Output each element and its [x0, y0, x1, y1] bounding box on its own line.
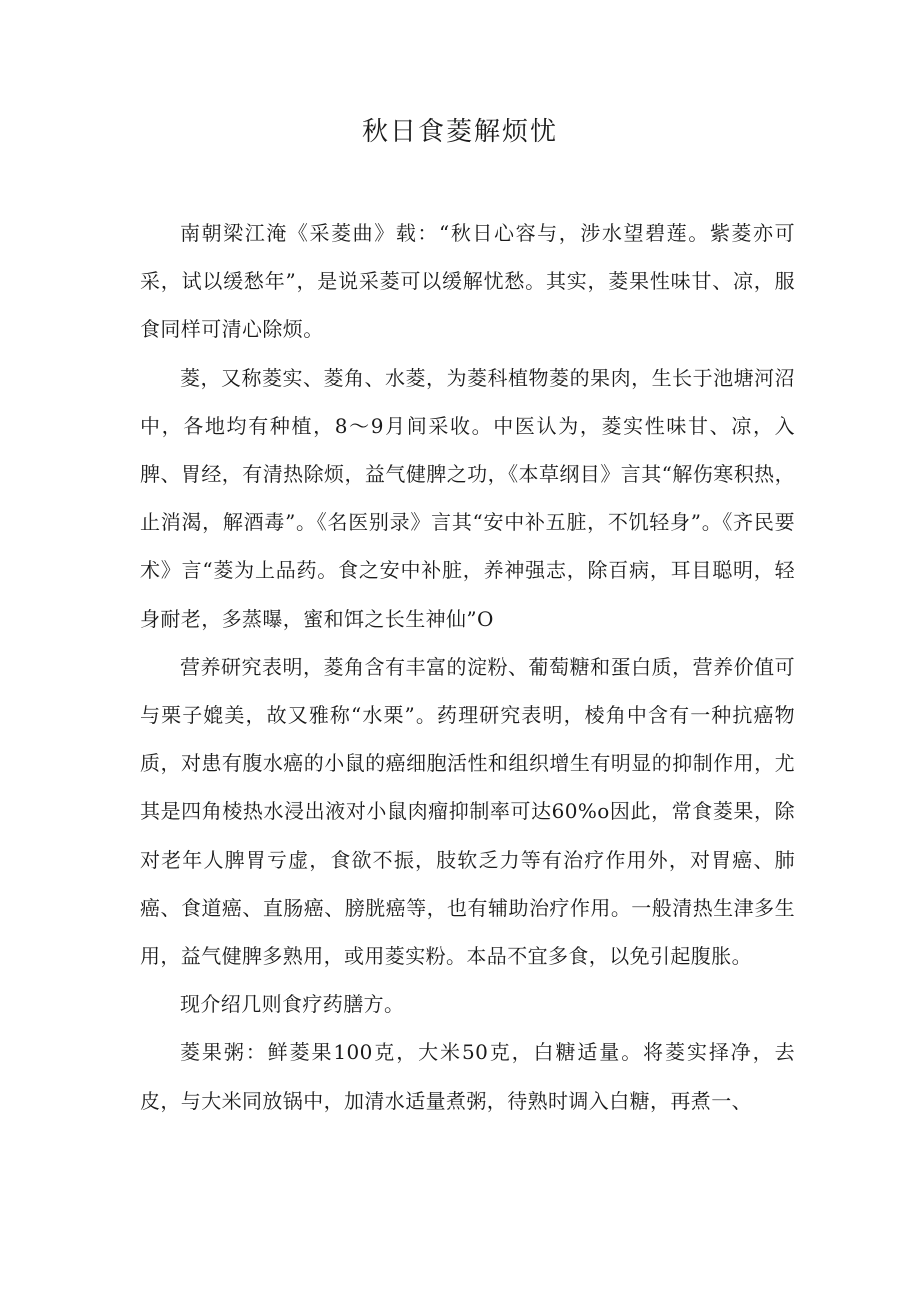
paragraph-nutrition: 营养研究表明，菱角含有丰富的淀粉、葡萄糖和蛋白质，营养价值可与栗子媲美，故又雅称“水栗”。药理研究表明，棱角中含有一种抗癌物质，对患有腹水癌的小鼠的癌细胞活性和组织增生有明显的抑制作用，尤其是四角棱热水浸出液对小鼠肉瘤抑制率可达60%o因此，常食菱果，除对老年人脾胃亏虚，食欲不振，肢软乏力等有治疗作用外，对胃癌、肺癌、食道癌、直肠癌、膀胱癌等，也有辅助治疗作用。一般清热生津多生用，益气健脾多熟用，或用菱实粉。本品不宜多食，以免引起腹胀。 [140, 654, 795, 969]
paragraph-recipe-porridge: 菱果粥：鲜菱果100克，大米50克，白糖适量。将菱实择净，去皮，与大米同放锅中，加清水适量煮粥，待熟时调入白糖，再煮一、 [140, 1040, 795, 1113]
paragraph-water-caltrop: 菱，又称菱实、菱角、水菱，为菱科植物菱的果肉，生长于池塘河沼中，各地均有种植，8〜9月间采收。中医认为，菱实性味甘、凉，入脾、胃经，有清热除烦，益气健脾之功，《本草纲目》言其“解伤寒积热，止消渴，解酒毒”。《名医别录》言其“安中补五脏，不饥轻身”。《齐民要术》言“菱为上品药。食之安中补脏，养神强志，除百病，耳目聪明，轻身耐老，多蒸曝，蜜和饵之长生神仙”O [140, 365, 795, 631]
paragraph-intro: 南朝梁江淹《采菱曲》载：“秋日心容与，涉水望碧莲。紫菱亦可采，试以缓愁年”，是说采菱可以缓解忧愁。其实，菱果性味甘、凉，服食同样可清心除烦。 [140, 221, 795, 342]
document-title: 秋日食菱解烦忧 [361, 117, 558, 147]
document-body [140, 209, 795, 1125]
paragraph-recipes-intro: 现介绍几则食疗药膳方。 [180, 992, 405, 1017]
